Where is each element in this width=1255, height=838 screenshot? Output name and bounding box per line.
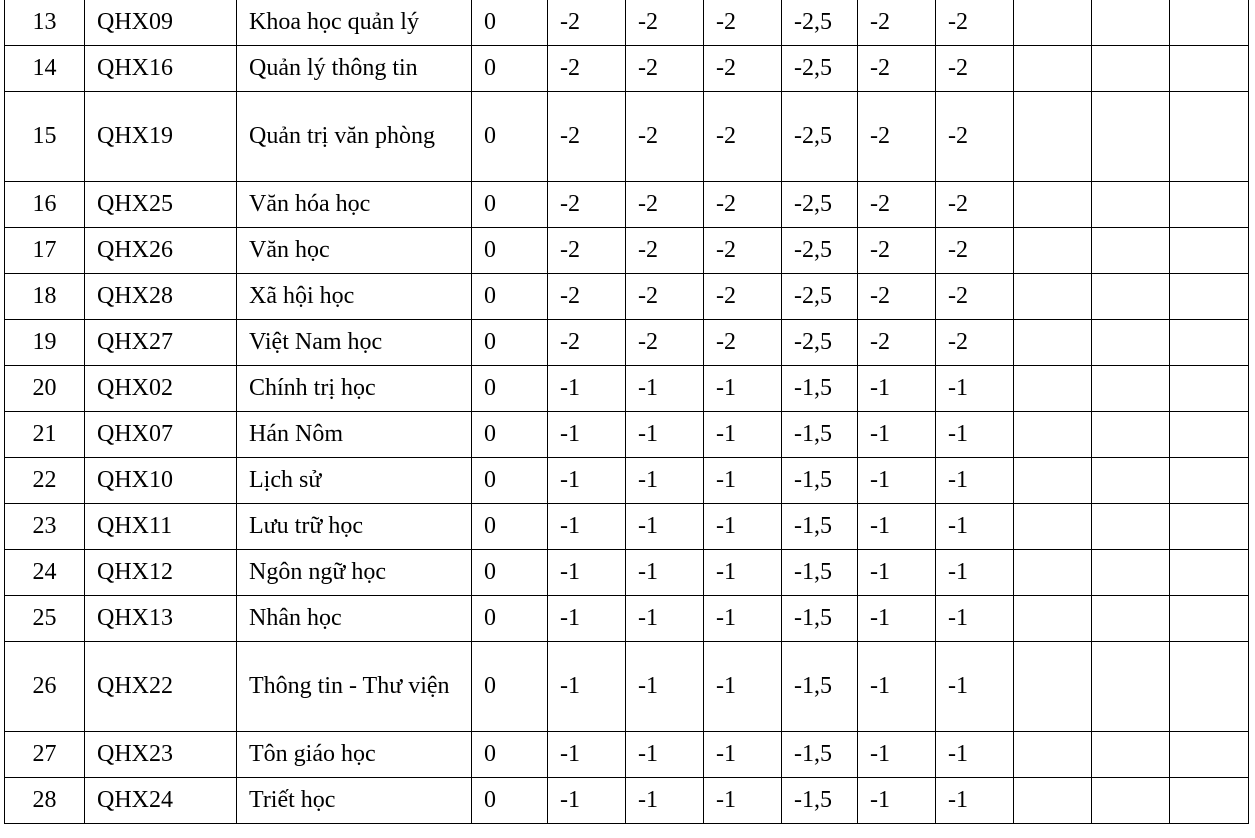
- score-cell: [1092, 550, 1170, 596]
- table-row: [5, 642, 1249, 732]
- score-cell: [1014, 504, 1092, 550]
- score-cell: [1014, 596, 1092, 642]
- score-cell: -2,5: [782, 46, 858, 92]
- table-row: [5, 596, 1249, 642]
- score-cell: [1170, 320, 1249, 366]
- score-cell: [1014, 458, 1092, 504]
- score-cell: [1092, 366, 1170, 412]
- score-cell: -1: [704, 732, 782, 778]
- score-cell: [1092, 642, 1170, 732]
- table-body: [5, 0, 1249, 824]
- score-cell: -2: [626, 320, 704, 366]
- program-name-cell: Khoa học quản lý: [237, 0, 472, 46]
- score-cell: -1: [548, 642, 626, 732]
- program-name-cell: Hán Nôm: [237, 412, 472, 458]
- score-cell: [1092, 320, 1170, 366]
- program-code-cell: QHX27: [85, 320, 237, 366]
- score-cell: 0: [472, 732, 548, 778]
- score-cell: -1: [704, 596, 782, 642]
- score-cell: -1: [858, 732, 936, 778]
- program-code-cell: QHX13: [85, 596, 237, 642]
- score-cell: -1: [858, 550, 936, 596]
- program-code-cell: QHX07: [85, 412, 237, 458]
- table-row: [5, 46, 1249, 92]
- score-cell: [1170, 46, 1249, 92]
- score-cell: [1014, 550, 1092, 596]
- score-cell: 0: [472, 504, 548, 550]
- row-number-cell: 22: [5, 458, 85, 504]
- score-cell: -2: [704, 46, 782, 92]
- score-cell: [1170, 504, 1249, 550]
- table-row: [5, 778, 1249, 824]
- score-cell: -2: [858, 0, 936, 46]
- score-cell: -2: [548, 274, 626, 320]
- program-name-cell: Lưu trữ học: [237, 504, 472, 550]
- score-cell: -1: [858, 504, 936, 550]
- score-cell: [1092, 182, 1170, 228]
- score-cell: -1: [936, 550, 1014, 596]
- score-cell: [1170, 642, 1249, 732]
- score-cell: 0: [472, 642, 548, 732]
- score-table: [4, 0, 1249, 824]
- score-cell: -1,5: [782, 550, 858, 596]
- table-row: [5, 228, 1249, 274]
- program-name-cell: Chính trị học: [237, 366, 472, 412]
- score-cell: -2: [936, 228, 1014, 274]
- score-cell: 0: [472, 228, 548, 274]
- score-cell: -2: [548, 182, 626, 228]
- score-cell: -1: [548, 412, 626, 458]
- score-cell: [1170, 550, 1249, 596]
- score-cell: -1: [936, 504, 1014, 550]
- table-row: [5, 504, 1249, 550]
- score-cell: -1: [858, 642, 936, 732]
- row-number-cell: 28: [5, 778, 85, 824]
- score-cell: -2: [626, 274, 704, 320]
- score-cell: 0: [472, 92, 548, 182]
- program-name-cell: Tôn giáo học: [237, 732, 472, 778]
- score-cell: -1: [936, 596, 1014, 642]
- score-cell: [1092, 274, 1170, 320]
- score-cell: 0: [472, 320, 548, 366]
- score-cell: 0: [472, 0, 548, 46]
- row-number-cell: 27: [5, 732, 85, 778]
- score-cell: [1014, 274, 1092, 320]
- row-number-cell: 17: [5, 228, 85, 274]
- score-cell: -2: [936, 46, 1014, 92]
- score-cell: -1: [704, 504, 782, 550]
- score-cell: [1170, 228, 1249, 274]
- score-cell: -1: [626, 732, 704, 778]
- score-cell: -2: [858, 46, 936, 92]
- score-cell: -2: [936, 320, 1014, 366]
- score-cell: -1,5: [782, 412, 858, 458]
- score-cell: -1: [704, 642, 782, 732]
- score-cell: [1014, 778, 1092, 824]
- score-cell: [1170, 412, 1249, 458]
- score-cell: [1014, 320, 1092, 366]
- program-name-cell: Thông tin - Thư viện: [237, 642, 472, 732]
- score-cell: -1,5: [782, 504, 858, 550]
- row-number-cell: 13: [5, 0, 85, 46]
- score-cell: 0: [472, 182, 548, 228]
- row-number-cell: 26: [5, 642, 85, 732]
- score-cell: -1: [548, 458, 626, 504]
- score-cell: [1014, 0, 1092, 46]
- program-name-cell: Văn hóa học: [237, 182, 472, 228]
- score-cell: -1: [858, 458, 936, 504]
- score-cell: -2: [936, 274, 1014, 320]
- table-row: [5, 320, 1249, 366]
- score-cell: -2,5: [782, 92, 858, 182]
- score-cell: -1: [704, 412, 782, 458]
- score-cell: -2: [858, 320, 936, 366]
- row-number-cell: 14: [5, 46, 85, 92]
- score-cell: -1: [936, 642, 1014, 732]
- score-cell: -2: [858, 92, 936, 182]
- score-cell: [1092, 596, 1170, 642]
- score-cell: -2: [704, 274, 782, 320]
- score-cell: -1: [858, 778, 936, 824]
- score-cell: -2: [548, 92, 626, 182]
- score-cell: [1092, 92, 1170, 182]
- score-cell: [1014, 642, 1092, 732]
- score-cell: -1: [936, 732, 1014, 778]
- score-cell: [1092, 228, 1170, 274]
- program-name-cell: Xã hội học: [237, 274, 472, 320]
- score-cell: -2,5: [782, 182, 858, 228]
- score-cell: -1: [704, 778, 782, 824]
- score-cell: 0: [472, 550, 548, 596]
- score-cell: [1092, 0, 1170, 46]
- score-cell: 0: [472, 274, 548, 320]
- score-cell: -2,5: [782, 0, 858, 46]
- program-code-cell: QHX19: [85, 92, 237, 182]
- row-number-cell: 18: [5, 274, 85, 320]
- program-code-cell: QHX11: [85, 504, 237, 550]
- score-cell: -2: [626, 92, 704, 182]
- score-cell: [1014, 228, 1092, 274]
- score-cell: [1014, 412, 1092, 458]
- score-cell: -1: [858, 596, 936, 642]
- score-cell: -1: [548, 732, 626, 778]
- table-row: [5, 182, 1249, 228]
- score-cell: -1,5: [782, 732, 858, 778]
- score-cell: -2: [626, 46, 704, 92]
- program-name-cell: Quản lý thông tin: [237, 46, 472, 92]
- score-cell: -1: [548, 504, 626, 550]
- score-cell: -2: [626, 228, 704, 274]
- score-cell: [1014, 92, 1092, 182]
- program-code-cell: QHX12: [85, 550, 237, 596]
- table-row: [5, 412, 1249, 458]
- score-cell: -1: [626, 550, 704, 596]
- score-cell: [1092, 412, 1170, 458]
- score-cell: -1: [548, 596, 626, 642]
- score-cell: -2,5: [782, 228, 858, 274]
- row-number-cell: 20: [5, 366, 85, 412]
- score-cell: -2: [858, 274, 936, 320]
- score-cell: -1: [704, 458, 782, 504]
- program-name-cell: Quản trị văn phòng: [237, 92, 472, 182]
- score-cell: -1: [704, 366, 782, 412]
- score-cell: [1092, 778, 1170, 824]
- score-cell: -2: [936, 92, 1014, 182]
- score-cell: 0: [472, 412, 548, 458]
- score-cell: [1092, 458, 1170, 504]
- table-row: [5, 458, 1249, 504]
- score-cell: -2,5: [782, 320, 858, 366]
- score-cell: -1: [626, 642, 704, 732]
- score-cell: -1: [858, 366, 936, 412]
- program-name-cell: Ngôn ngữ học: [237, 550, 472, 596]
- row-number-cell: 16: [5, 182, 85, 228]
- score-cell: -1: [548, 366, 626, 412]
- score-cell: -1: [626, 778, 704, 824]
- program-code-cell: QHX24: [85, 778, 237, 824]
- score-cell: -1: [936, 412, 1014, 458]
- score-cell: 0: [472, 596, 548, 642]
- score-cell: -1: [626, 596, 704, 642]
- score-cell: 0: [472, 366, 548, 412]
- score-cell: -1: [858, 412, 936, 458]
- row-number-cell: 19: [5, 320, 85, 366]
- program-name-cell: Việt Nam học: [237, 320, 472, 366]
- score-cell: -2: [704, 320, 782, 366]
- score-cell: -1: [936, 366, 1014, 412]
- score-cell: -2: [626, 0, 704, 46]
- score-cell: -1: [936, 778, 1014, 824]
- row-number-cell: 21: [5, 412, 85, 458]
- score-cell: [1170, 92, 1249, 182]
- score-cell: [1014, 732, 1092, 778]
- score-cell: -1,5: [782, 458, 858, 504]
- score-cell: -2,5: [782, 274, 858, 320]
- score-cell: [1170, 458, 1249, 504]
- program-code-cell: QHX10: [85, 458, 237, 504]
- score-cell: [1014, 366, 1092, 412]
- score-cell: [1092, 732, 1170, 778]
- score-cell: [1170, 182, 1249, 228]
- table-row: [5, 92, 1249, 182]
- table-row: [5, 274, 1249, 320]
- program-code-cell: QHX16: [85, 46, 237, 92]
- score-cell: -2: [858, 228, 936, 274]
- score-cell: -2: [858, 182, 936, 228]
- program-code-cell: QHX22: [85, 642, 237, 732]
- program-code-cell: QHX28: [85, 274, 237, 320]
- score-cell: -2: [704, 92, 782, 182]
- score-cell: [1170, 732, 1249, 778]
- score-cell: -2: [936, 182, 1014, 228]
- score-cell: 0: [472, 778, 548, 824]
- score-cell: -1,5: [782, 596, 858, 642]
- score-cell: -2: [704, 182, 782, 228]
- row-number-cell: 24: [5, 550, 85, 596]
- table-row: [5, 0, 1249, 46]
- score-cell: [1170, 366, 1249, 412]
- score-cell: -1,5: [782, 778, 858, 824]
- score-cell: [1170, 596, 1249, 642]
- score-cell: -1: [626, 366, 704, 412]
- score-cell: -1: [936, 458, 1014, 504]
- score-cell: -1,5: [782, 366, 858, 412]
- row-number-cell: 25: [5, 596, 85, 642]
- score-cell: [1170, 274, 1249, 320]
- program-name-cell: Lịch sử: [237, 458, 472, 504]
- score-cell: -2: [548, 46, 626, 92]
- score-cell: -1: [626, 504, 704, 550]
- score-cell: -2: [548, 228, 626, 274]
- program-name-cell: Triết học: [237, 778, 472, 824]
- score-cell: -2: [936, 0, 1014, 46]
- score-cell: -2: [704, 228, 782, 274]
- program-code-cell: QHX02: [85, 366, 237, 412]
- table-row: [5, 366, 1249, 412]
- score-cell: -1: [626, 412, 704, 458]
- score-cell: 0: [472, 46, 548, 92]
- program-name-cell: Văn học: [237, 228, 472, 274]
- score-cell: -2: [548, 0, 626, 46]
- score-cell: -1: [626, 458, 704, 504]
- row-number-cell: 23: [5, 504, 85, 550]
- program-code-cell: QHX25: [85, 182, 237, 228]
- program-code-cell: QHX09: [85, 0, 237, 46]
- score-cell: -2: [704, 0, 782, 46]
- score-cell: 0: [472, 458, 548, 504]
- program-code-cell: QHX26: [85, 228, 237, 274]
- score-cell: [1014, 46, 1092, 92]
- table-row: [5, 550, 1249, 596]
- score-cell: -1: [704, 550, 782, 596]
- score-cell: -1,5: [782, 642, 858, 732]
- table-row: [5, 732, 1249, 778]
- score-cell: -1: [548, 778, 626, 824]
- score-cell: [1014, 182, 1092, 228]
- score-cell: -2: [548, 320, 626, 366]
- score-cell: [1170, 0, 1249, 46]
- score-cell: -1: [548, 550, 626, 596]
- score-cell: [1092, 504, 1170, 550]
- score-cell: [1092, 46, 1170, 92]
- row-number-cell: 15: [5, 92, 85, 182]
- score-cell: [1170, 778, 1249, 824]
- program-name-cell: Nhân học: [237, 596, 472, 642]
- score-cell: -2: [626, 182, 704, 228]
- program-code-cell: QHX23: [85, 732, 237, 778]
